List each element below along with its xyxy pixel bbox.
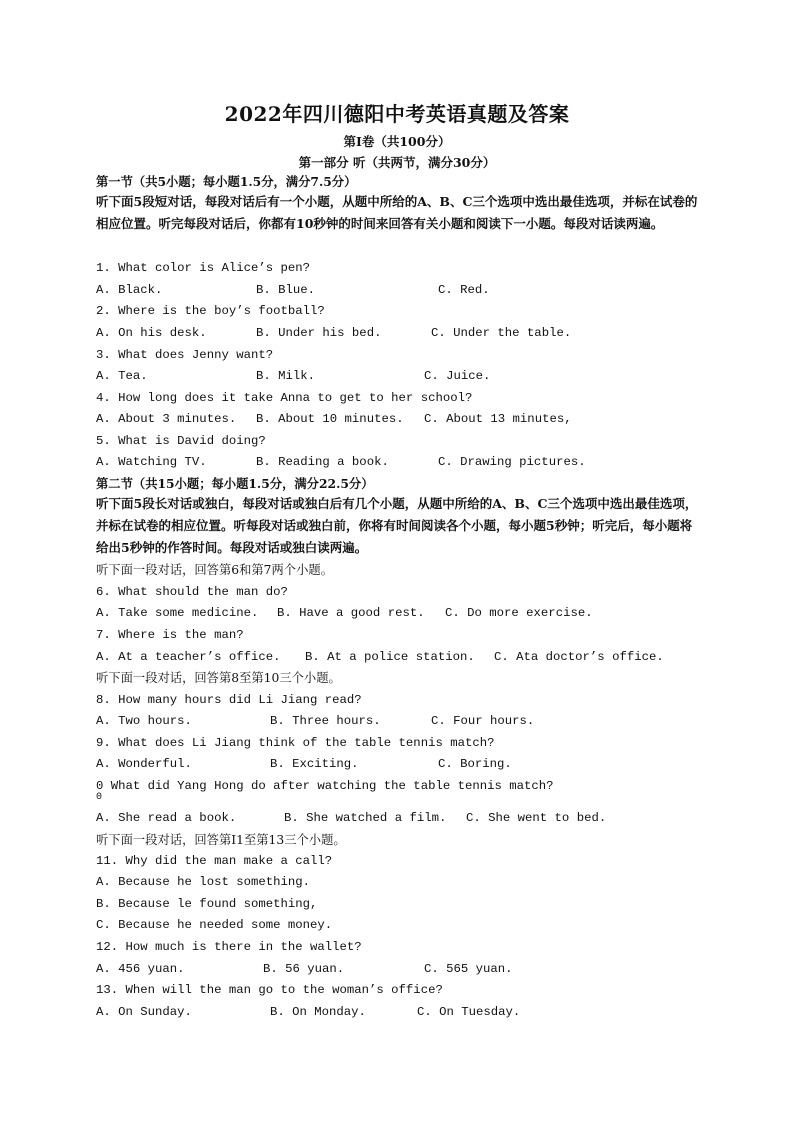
question-13-options [96,1004,706,1020]
option-c: C. Boring. [438,757,512,771]
option-b: B. Three hours. [270,714,381,728]
question-5-options [96,454,706,470]
option-c: C. Drawing pictures. [438,455,586,469]
question-4-stem: 4. How long does it take Anna to get to her school? [96,391,473,405]
option-c: C. Red. [438,283,490,297]
question-2-stem: 2. Where is the boy’s football? [96,304,325,318]
question-9-options [96,756,706,772]
volume-heading: 第Ⅰ卷（共100分） [343,134,451,149]
section2-instructions: 听下面5段长对话或独白，每段对话或独白后有几个小题，从题中所给的A、B、C三个选项中选出最佳选项，并标在试卷的相应位置。听每段对话或独白前，你将有时间阅读各个小题，每小题5秒钟；听完后，每小题将给出5秒钟的作答时间。每段对话或独白读两遍。 [96,496,698,555]
option-b: B. Milk. [256,369,316,383]
question-1-options [96,282,706,298]
option-a: A. Watching TV. [96,455,207,469]
dialog-intro-6-7: 听下面一段对话，回答第6和第7两个小题。 [96,563,333,577]
section1-heading: 第一节（共5小题；每小题1.5分，满分7.5分） [96,174,357,189]
question-12-options [96,961,706,977]
option-c: C. Four hours. [431,714,535,728]
question-11-option-a: A. Because he lost something. [96,875,311,889]
option-b: B. On Monday. [270,1005,366,1019]
question-10-options [96,810,706,826]
dialog-intro-8-10: 听下面一段对话，回答第8至第10三个小题。 [96,671,341,685]
option-a: A. She read a book. [96,811,237,825]
option-b: B. Blue. [256,283,316,297]
question-13-stem: 13. When will the man go to the woman’s office? [96,983,443,997]
option-b: B. At a police station. [305,650,475,664]
part-heading: 第一部分 听（共两节，满分30分） [298,155,496,170]
question-11-option-b: B. Because le found something, [96,897,318,911]
option-c: C. Under the table. [431,326,572,340]
option-c: C. She went to bed. [466,811,607,825]
option-b: B. She watched a film. [284,811,447,825]
question-9-stem: 9. What does Li Jiang think of the table tennis match? [96,736,495,750]
question-12-stem: 12. How much is there in the wallet? [96,940,362,954]
option-c: C. About 13 minutes, [424,412,572,426]
option-a: A. Black. [96,283,163,297]
question-8-options [96,713,706,729]
option-a: A. On his desk. [96,326,207,340]
question-4-options [96,411,706,427]
question-5-stem: 5. What is David doing? [96,434,266,448]
option-c: C. Ata doctor’s office. [494,650,664,664]
question-3-stem: 3. What does Jenny want? [96,348,274,362]
section1-instructions: 听下面5段短对话，每段对话后有一个小题，从题中所给的A、B、C三个选项中选出最佳选项，并标在试卷的相应位置。听完每段对话后，你都有10秒钟的时间来回答有关小题和阅读下一小题。每段对话读两遍。 [96,194,698,231]
option-b: B. 56 yuan. [263,962,345,976]
question-11-option-c: C. Because he needed some money. [96,918,333,932]
question-2-options [96,325,706,341]
option-a: A. Take some medicine. [96,606,259,620]
option-a: A. Two hours. [96,714,192,728]
question-7-stem: 7. Where is the man? [96,628,244,642]
question-6-stem: 6. What should the man do? [96,585,288,599]
section2-heading: 第二节（共15小题；每小题1.5分，满分22.5分） [96,476,374,491]
option-b: B. Reading a book. [256,455,389,469]
question-3-options [96,368,706,384]
question-7-options [96,649,706,665]
option-a: A. Wonderful. [96,757,192,771]
option-c: C. Do more exercise. [445,606,593,620]
dialog-intro-11-13: 听下面一段对话，回答第I1至第13三个小题。 [96,833,346,847]
option-c: C. 565 yuan. [424,962,513,976]
stray-mark: 0 [96,792,103,803]
document-title: 2022年四川德阳中考英语真题及答案 [224,102,570,126]
option-a: A. 456 yuan. [96,962,185,976]
question-1-stem: 1. What color is Alice’s pen? [96,261,311,275]
question-10-stem: 0 What did Yang Hong do after watching the table tennis match? [96,779,554,793]
option-b: B. Exciting. [270,757,359,771]
option-b: B. Have a good rest. [277,606,425,620]
option-a: A. On Sunday. [96,1005,192,1019]
option-c: C. On Tuesday. [417,1005,521,1019]
question-11-stem: 11. Why did the man make a call? [96,854,333,868]
option-a: A. At a teacher’s office. [96,650,281,664]
question-8-stem: 8. How many hours did Li Jiang read? [96,693,362,707]
option-c: C. Juice. [424,369,491,383]
option-b: B. Under his bed. [256,326,382,340]
option-a: A. Tea. [96,369,148,383]
option-b: B. About 10 minutes. [256,412,404,426]
question-6-options [96,605,706,621]
option-a: A. About 3 minutes. [96,412,237,426]
